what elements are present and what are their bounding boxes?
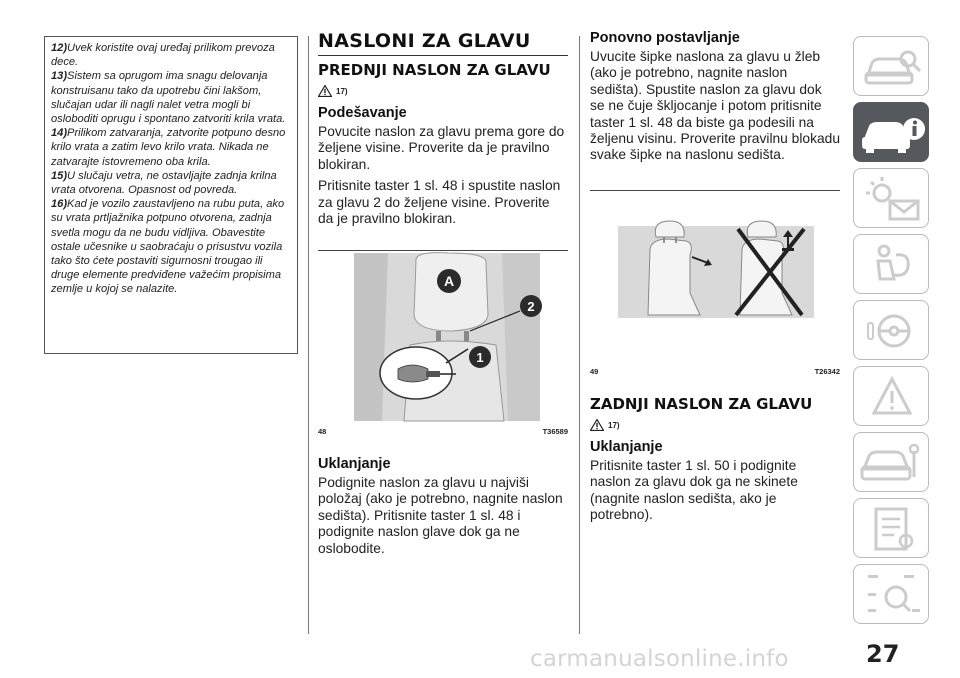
figure-49 <box>590 190 840 376</box>
paragraph: Uvucite šipke naslona za glavu u žleb (ako je potrebno, nagnite naslon sedišta). Spustite naslon za glavu dok se ne čuje škljocanje i potom pritisnite taster 1 sl. 48 da biste ga podesili na željenu visinu. Proverite pravilnu blokadu svake šipke na naslonu sedišta. <box>590 49 841 163</box>
tab-emergency[interactable] <box>853 366 929 426</box>
column-divider <box>579 36 580 634</box>
page-number: 27 <box>866 640 900 668</box>
warning-item: 15)U slučaju vetra, ne ostavljajte zadnja krilna vrata otvorena. Opasnost od povreda. <box>51 169 277 197</box>
tab-car-search[interactable] <box>853 36 929 96</box>
tab-technical-data[interactable] <box>853 498 929 558</box>
warning-light-icon <box>854 169 930 229</box>
paragraph: Podignite naslon za glavu u najviši položaj (ako je potrebno, nagnite naslon sedišta). Pritisnite taster 1 sl. 48 i podignite naslon glave dok ga ne oslobodite. <box>318 475 563 556</box>
warning-triangle-icon <box>590 419 604 431</box>
figure-code: T36589 <box>542 427 568 436</box>
figure-code: T26342 <box>814 367 840 376</box>
subsection-title: ZADNJI NASLON ZA GLAVU <box>590 395 813 413</box>
warning-item: 16)Kad je vozilo zaustavljeno na rubu puta, ako su vrata prtljažnika potpuno otvorena, zadnja svetla mogu da ne budu vidljiva. Obavestite ostale učesnike u saobraćaju o prisustvu vozila tako što ćete postaviti sigurnosni trougao ili druge elemente predviđene važećim propisima zemlje u kojoj se nalazite. <box>51 198 285 296</box>
paragraph: Pritisnite taster 1 sl. 48 i spustite naslon za glavu 2 do željene visine. Proverite da je pravilno blokiran. <box>318 178 561 227</box>
headrest-front-illustration <box>318 251 568 423</box>
callout-2: 2 <box>527 299 535 314</box>
reinstall-heading: Ponovno postavljanje <box>590 30 740 46</box>
figure-number: 48 <box>318 427 327 436</box>
rear-headrest-section <box>590 396 840 524</box>
warning-triangle-icon <box>318 85 332 97</box>
tab-warning-lights[interactable] <box>853 168 929 228</box>
headrest-install-illustration <box>590 191 840 363</box>
tab-starting-driving[interactable] <box>853 300 929 360</box>
spec-list-icon <box>854 499 930 559</box>
warning-triangle-icon <box>854 367 930 427</box>
section-title: NASLONI ZA GLAVU <box>318 30 568 56</box>
warning-item: 12)Uvek koristite ovaj uređaj prilikom prevoza dece. <box>51 42 275 69</box>
tab-maintenance[interactable] <box>853 432 929 492</box>
callout-a: A <box>443 273 455 289</box>
figure-48 <box>318 250 568 436</box>
reinstall-column <box>590 30 840 164</box>
removal-heading: Uklanjanje <box>318 456 391 472</box>
warning-item: 14)Prilikom zatvaranja, zatvorite potpuno desno krilo vrata a zatim levo krilo vrata. Nikada ne zatvarajte istovremeno oba krila. <box>51 127 286 168</box>
tab-safety[interactable] <box>853 234 929 294</box>
paragraph: Pritisnite taster 1 sl. 50 i podignite naslon za glavu dok ga ne skinete (nagnite naslon sedišta, ako je potrebno). <box>590 458 798 523</box>
figure-number: 49 <box>590 367 599 376</box>
front-headrest-column <box>318 30 568 227</box>
figure-caption <box>318 427 568 436</box>
tab-index[interactable] <box>853 564 929 624</box>
airbag-icon <box>854 235 930 295</box>
car-wrench-icon <box>854 433 930 493</box>
alphabet-index-icon <box>854 565 930 625</box>
warnings-box <box>44 36 298 354</box>
figure-caption <box>590 367 840 376</box>
adjustment-heading: Podešavanje <box>318 105 407 121</box>
paragraph: Povucite naslon za glavu prema gore do željene visine. Proverite da je pravilno blokiran. <box>318 124 565 172</box>
column-divider <box>308 36 309 634</box>
warning-reference: 17) <box>590 419 840 431</box>
car-search-icon <box>854 37 930 97</box>
tab-car-info[interactable] <box>853 102 929 162</box>
removal-heading: Uklanjanje <box>590 439 663 455</box>
steering-wheel-icon <box>854 301 930 361</box>
watermark: carmanualsonline.info <box>530 646 789 672</box>
subsection-title: PREDNJI NASLON ZA GLAVU <box>318 61 551 79</box>
warning-reference: 17) <box>318 85 568 97</box>
car-info-icon <box>854 103 930 163</box>
callout-1: 1 <box>476 350 484 365</box>
warning-item: 13)Sistem sa oprugom ima snagu delovanja konstruisanu tako da upotrebu čini lakšom, slučajan udar ili nagli nalet vetra mogli bi osloboditi oprugu i spontano zatvoriti krila vrata. <box>51 70 286 126</box>
removal-section <box>318 456 568 557</box>
